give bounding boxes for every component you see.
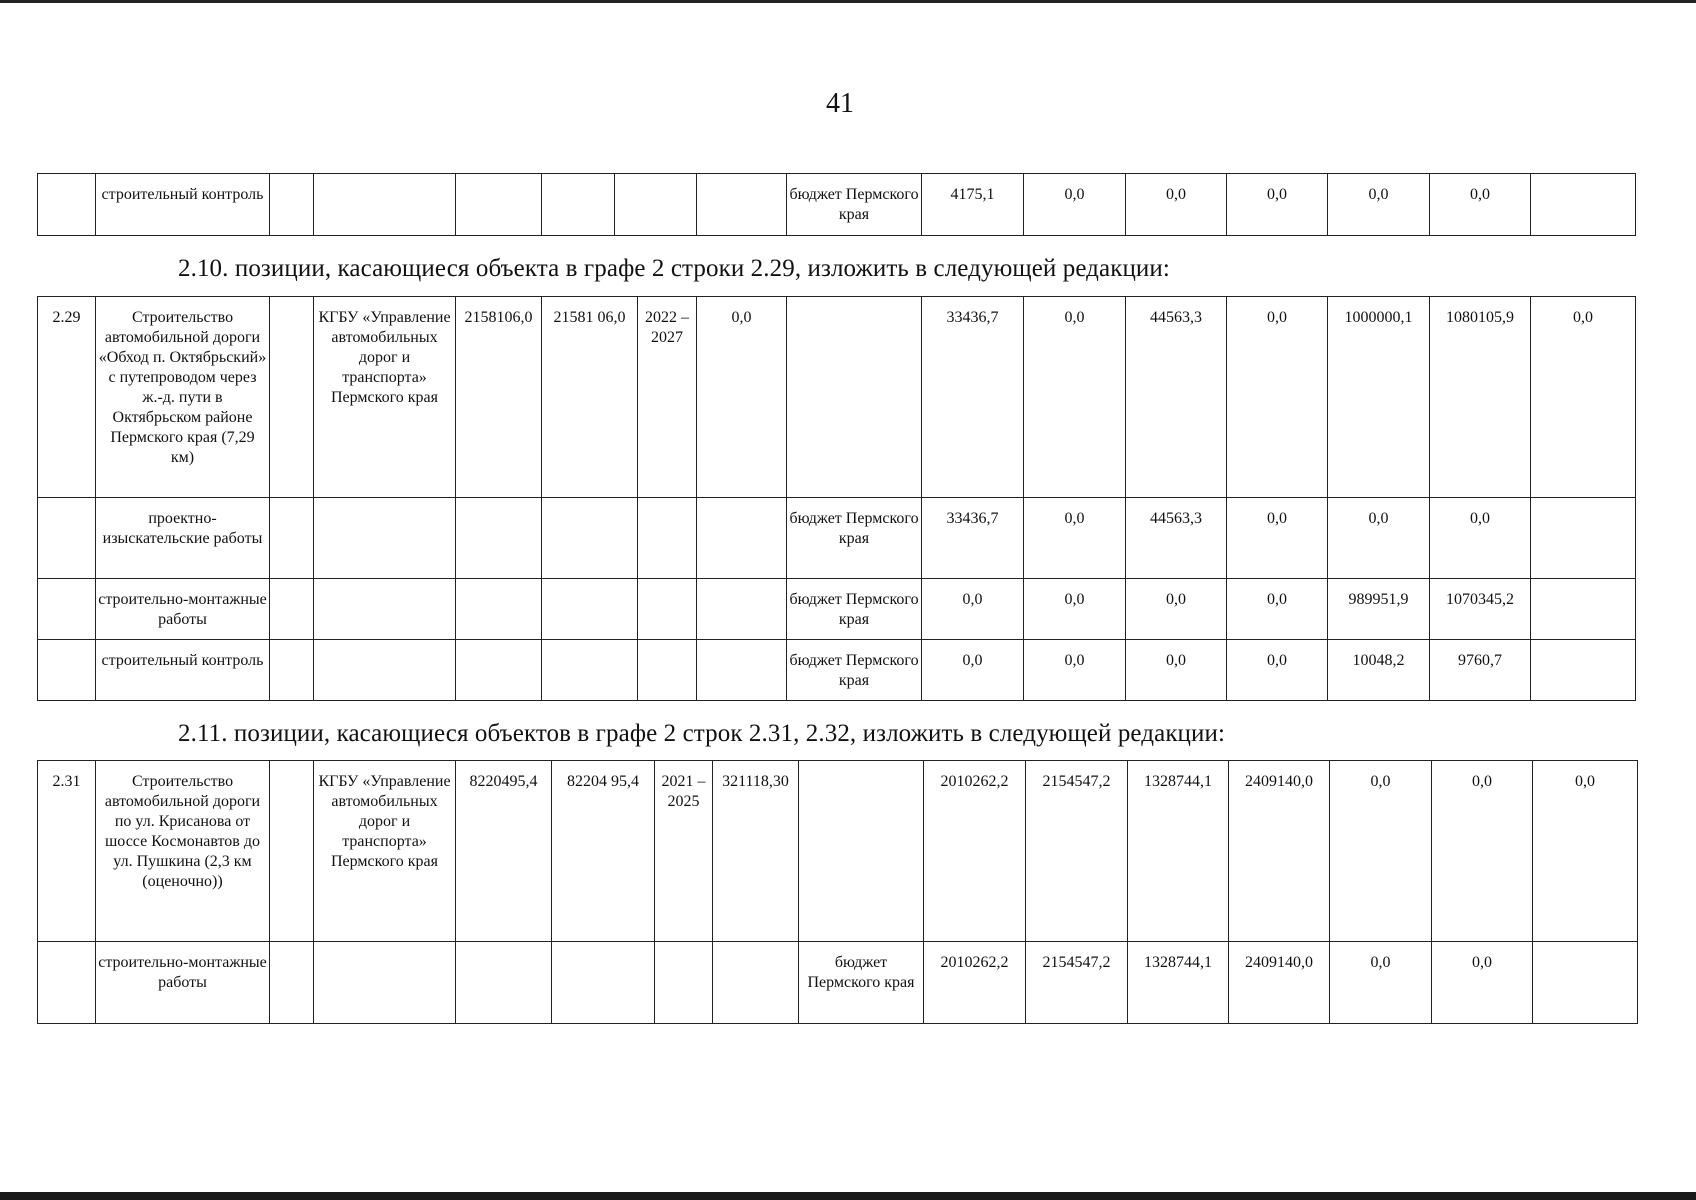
table-cell [697,579,787,640]
table-top-body [38,174,1636,236]
table-cell: бюджет Пермского края [787,174,922,236]
table-cell: 0,0 [1328,498,1430,579]
table-top-continuation [37,173,1636,236]
table-cell: 1070345,2 [1430,579,1531,640]
table-cell [314,579,456,640]
table-cell: бюджет Пермского края [787,498,922,579]
table-cell: проектно-изыскательские работы [96,498,270,579]
table-cell: 82204 95,4 [552,761,655,942]
table-cell: 2010262,2 [924,942,1026,1024]
table-cell: КГБУ «Управление автомобильных дорог и транспорта» Пермского края [314,297,456,498]
table-cell [456,942,552,1024]
table-cell: Строительство автомобильной дороги «Обход п. Октябрьский» с путепроводом через ж.-д. пути в Октябрьском районе Пермского края (7,29 км) [96,297,270,498]
table-cell: Строительство автомобильной дороги по ул. Крисанова от шоссе Космонавтов до ул. Пушкина (2,3 км (оценочно)) [96,761,270,942]
scan-top-edge [0,0,1696,3]
table-cell: 9760,7 [1430,640,1531,701]
table-cell [1531,579,1636,640]
table-row [38,579,1636,640]
table-cell [697,174,787,236]
table-cell: 0,0 [697,297,787,498]
table-cell: 0,0 [1430,498,1531,579]
table-cell: 0,0 [922,579,1024,640]
table-cell [542,498,638,579]
table-cell: 2154547,2 [1026,942,1128,1024]
table-cell [314,942,456,1024]
table-cell: 2.29 [38,297,96,498]
table-cell: 1328744,1 [1128,942,1229,1024]
table-cell: 0,0 [1126,579,1227,640]
table-cell: 4175,1 [922,174,1024,236]
table-cell: 0,0 [1227,174,1328,236]
table-cell: 0,0 [922,640,1024,701]
table-cell: 0,0 [1330,761,1432,942]
table-cell [552,942,655,1024]
table-cell [697,498,787,579]
table-cell [697,640,787,701]
table-cell: 0,0 [1330,942,1432,1024]
table-cell: строительно-монтажные работы [96,942,270,1024]
table-cell: 989951,9 [1328,579,1430,640]
table-cell [638,498,697,579]
table-row [38,761,1638,942]
table-cell: 2158106,0 [456,297,542,498]
table-cell: КГБУ «Управление автомобильных дорог и транспорта» Пермского края [314,761,456,942]
table-cell: 2021 – 2025 [655,761,713,942]
table-cell: бюджет Пермского края [787,579,922,640]
table-cell: 0,0 [1024,297,1126,498]
table-cell: 1000000,1 [1328,297,1430,498]
table-cell: 1080105,9 [1430,297,1531,498]
table-cell: 0,0 [1024,174,1126,236]
table-cell [270,498,314,579]
table-cell: 0,0 [1126,174,1227,236]
table-cell: 0,0 [1430,174,1531,236]
table-cell [713,942,799,1024]
table-cell [456,174,542,236]
table-cell [1531,174,1636,236]
table-cell: 33436,7 [922,297,1024,498]
table-cell: 44563,3 [1126,498,1227,579]
table-cell: 2409140,0 [1229,942,1330,1024]
table-cell [638,579,697,640]
table-cell [655,942,713,1024]
table-cell [270,297,314,498]
table-cell: 1328744,1 [1128,761,1229,942]
table-cell: бюджет Пермского края [787,640,922,701]
table-cell: 0,0 [1227,640,1328,701]
table-cell: 0,0 [1432,761,1533,942]
table-2-29-body [38,297,1636,701]
table-cell [1531,498,1636,579]
section-heading-2-10: 2.10. позиции, касающиеся объекта в графе 2 строки 2.29, изложить в следующей редакции: [178,255,1170,282]
table-cell: 33436,7 [922,498,1024,579]
table-cell [1531,640,1636,701]
table-cell: 0,0 [1126,640,1227,701]
table-cell: 0,0 [1533,761,1638,942]
scan-bottom-edge [0,1192,1696,1200]
table-2-31-body [38,761,1638,1024]
table-cell [542,579,638,640]
table-cell: 0,0 [1024,498,1126,579]
table-2-29 [37,296,1636,701]
table-cell [456,498,542,579]
table-cell: 0,0 [1227,498,1328,579]
table-cell [314,498,456,579]
table-cell: 2.31 [38,761,96,942]
table-cell [314,174,456,236]
table-cell: 2010262,2 [924,761,1026,942]
page-number: 41 [826,88,854,119]
table-cell [38,640,96,701]
table-cell [638,640,697,701]
table-cell: строительно-монтажные работы [96,579,270,640]
table-cell: 0,0 [1531,297,1636,498]
table-row [38,498,1636,579]
table-cell: строительный контроль [96,174,270,236]
table-cell: 0,0 [1024,640,1126,701]
table-2-31 [37,760,1638,1024]
table-cell [1533,942,1638,1024]
table-cell: 0,0 [1227,579,1328,640]
table-cell [314,640,456,701]
table-cell: 2409140,0 [1229,761,1330,942]
table-cell: 0,0 [1024,579,1126,640]
table-cell: 21581 06,0 [542,297,638,498]
table-cell [615,174,697,236]
table-cell [270,640,314,701]
table-cell: 2154547,2 [1026,761,1128,942]
table-cell: 0,0 [1328,174,1430,236]
table-cell: 0,0 [1227,297,1328,498]
table-cell [38,579,96,640]
table-cell: 44563,3 [1126,297,1227,498]
table-cell [38,942,96,1024]
table-row [38,174,1636,236]
table-row [38,640,1636,701]
table-cell: 10048,2 [1328,640,1430,701]
table-cell [542,174,615,236]
table-cell [456,640,542,701]
table-cell: 0,0 [1432,942,1533,1024]
table-row [38,297,1636,498]
table-cell: бюджет Пермского края [799,942,924,1024]
table-cell [787,297,922,498]
table-cell [799,761,924,942]
table-cell [542,640,638,701]
table-row [38,942,1638,1024]
table-cell [456,579,542,640]
table-cell [270,761,314,942]
table-cell [38,498,96,579]
table-cell [270,174,314,236]
table-cell [38,174,96,236]
table-cell [270,942,314,1024]
table-cell: 8220495,4 [456,761,552,942]
table-cell: 2022 – 2027 [638,297,697,498]
table-cell: 321118,30 [713,761,799,942]
table-cell [270,579,314,640]
section-heading-2-11: 2.11. позиции, касающиеся объектов в графе 2 строк 2.31, 2.32, изложить в следующей редакции: [178,720,1226,747]
table-cell: строительный контроль [96,640,270,701]
